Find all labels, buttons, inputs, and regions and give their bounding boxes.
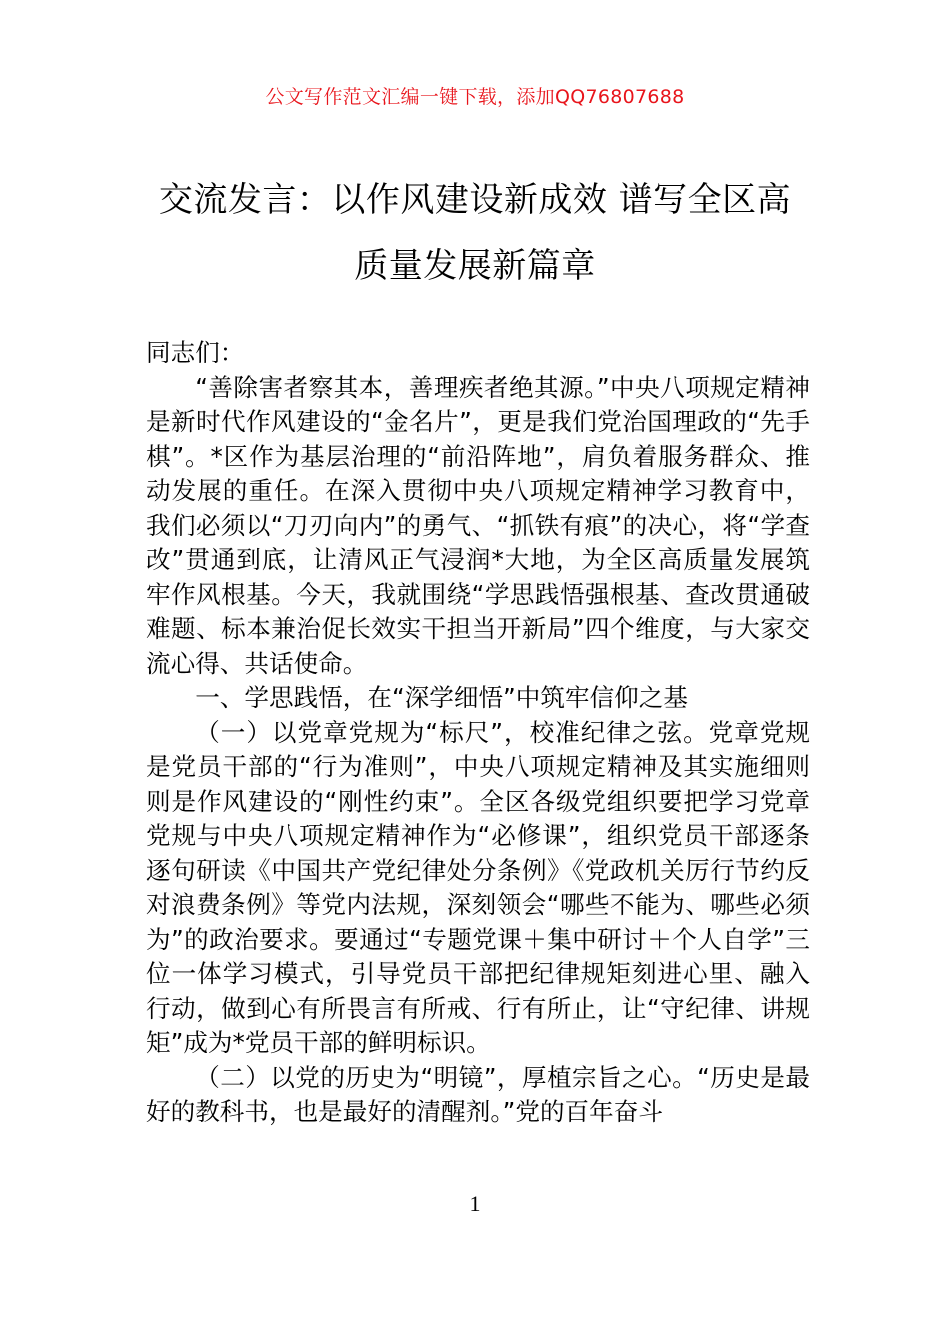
paragraph-subsection-1: （一）以党章党规为“标尺”，校准纪律之弦。党章党规是党员干部的“行为准则”，中央八项规定精神及其实施细则则是作风建设的“刚性约束”。全区各级党组织要把学习党章党规与中央八项规定精神作为“必修课”，组织党员干部逐条逐句研读《中国共产党纪律处分条例》《党政机关厉行节约反对浪费条例》等党内法规，深刻领会“哪些不能为、哪些必须为”的政治要求。要通过“专题党课＋集中研讨＋个人自学”三位一体学习模式，引导党员干部把纪律规矩刻进心里、融入行动，做到心有所畏言有所戒、行有所止，让“守纪律、讲规矩”成为*党员干部的鲜明标识。 [146,717,810,1057]
document-title [140,167,810,299]
paragraph-intro: “善除害者察其本，善理疾者绝其源。”中央八项规定精神是新时代作风建设的“金名片”，更是我们党治国理政的“先手棋”。*区作为基层治理的“前沿阵地”，肩负着服务群众、推动发展的重任。在深入贯彻中央八项规定精神学习教育中，我们必须以“刀刃向内”的勇气、“抓铁有痕”的决心，将“学查改”贯通到底，让清风正气浸润*大地，为全区高质量发展筑牢作风根基。今天，我就围绕“学思践悟强根基、查改贯通破难题、标本兼治促长效实干担当开新局”四个维度，与大家交流心得、共话使命。 [146,372,810,678]
document-body [146,336,810,1130]
header-banner: 公文写作范文汇编一键下载，添加QQ76807688 [265,86,685,108]
page-number: 1 [469,1191,481,1216]
section-heading-1: 一、学思践悟，在“深学细悟”中筑牢信仰之基 [195,683,688,712]
title-line-1: 交流发言：以作风建设新成效 谱写全区高 [158,180,792,220]
salutation: 同志们： [146,338,245,367]
paragraph-subsection-2: （二）以党的历史为“明镜”，厚植宗旨之心。“历史是最好的教科书，也是最好的清醒剂。”党的百年奋斗 [146,1062,810,1126]
title-line-2: 质量发展新篇章 [354,246,596,286]
